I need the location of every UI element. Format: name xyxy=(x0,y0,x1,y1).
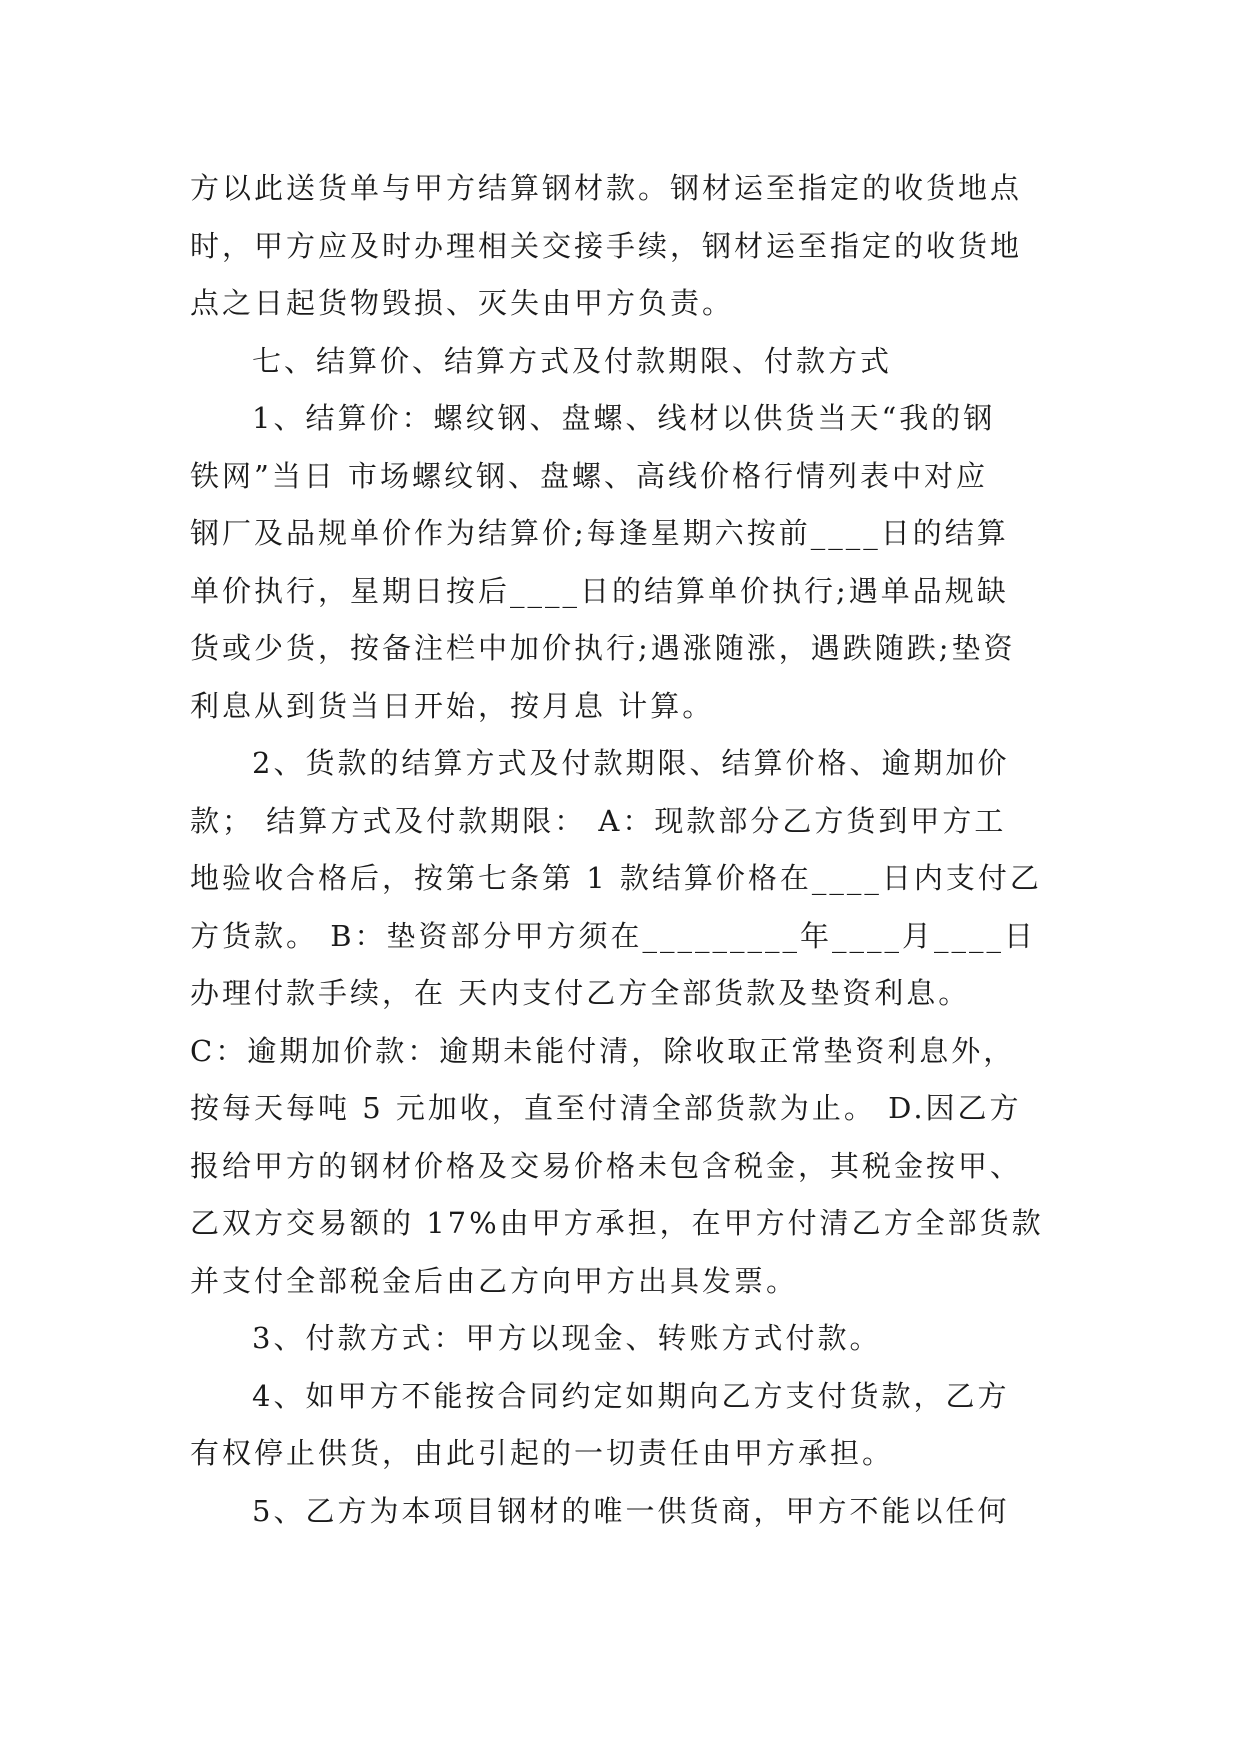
paragraph-start: 5、乙方为本项目钢材的唯一供货商，甲方不能以任何 xyxy=(252,1493,1010,1528)
text-line: 乙双方交易额的 17%由甲方承担，在甲方付清乙方全部货款 xyxy=(190,1206,1044,1240)
text-line: 单价执行，星期日按后____日的结算单价执行;遇单品规缺 xyxy=(190,573,1009,608)
section-heading: 七、结算价、结算方式及付款期限、付款方式 xyxy=(252,343,893,378)
text-line: 时，甲方应及时办理相关交接手续，钢材运至指定的收货地 xyxy=(190,228,1023,263)
text-line: 有权停止供货，由此引起的一切责任由甲方承担。 xyxy=(190,1436,895,1470)
text-line: 货或少货，按备注栏中加价执行;遇涨随涨，遇跌随跌;垫资 xyxy=(190,631,1016,665)
text-line: 地验收合格后，按第七条第 1 款结算价格在____日内支付乙 xyxy=(190,861,1042,895)
text-line: 方货款。 B：垫资部分甲方须在_________年____月____日 xyxy=(190,918,1037,953)
text-line: 办理付款手续，在 天内支付乙方全部货款及垫资利息。 xyxy=(190,976,971,1010)
text-line: C：逾期加价款：逾期未能付清，除收取正常垫资利息外， xyxy=(190,1033,1016,1068)
text-line: 并支付全部税金后由乙方向甲方出具发票。 xyxy=(190,1263,799,1298)
text-line: 按每天每吨 5 元加收，直至付清全部货款为止。 D.因乙方 xyxy=(190,1091,1022,1125)
text-line: 款； 结算方式及付款期限： A：现款部分乙方货到甲方工 xyxy=(190,803,1007,838)
paragraph-start: 2、货款的结算方式及付款期限、结算价格、逾期加价 xyxy=(252,746,1010,780)
paragraph-start: 1、结算价：螺纹钢、盘螺、线材以供货当天“我的钢 xyxy=(252,401,996,435)
text-line: 点之日起货物毁损、灭失由甲方负责。 xyxy=(190,286,735,320)
paragraph-start: 3、付款方式：甲方以现金、转账方式付款。 xyxy=(252,1321,882,1355)
document-body xyxy=(190,160,1050,1540)
text-line: 方以此送货单与甲方结算钢材款。钢材运至指定的收货地点 xyxy=(190,171,1023,205)
text-line: 报给甲方的钢材价格及交易价格未包含税金，其税金按甲、 xyxy=(190,1148,1023,1183)
text-line: 钢厂及品规单价作为结算价;每逢星期六按前____日的结算 xyxy=(190,516,1009,550)
text-line: 利息从到货当日开始，按月息 计算。 xyxy=(190,688,715,723)
paragraph-start: 4、如甲方不能按合同约定如期向乙方支付货款，乙方 xyxy=(252,1378,1010,1413)
text-line: 铁网”当日 市场螺纹钢、盘螺、高线价格行情列表中对应 xyxy=(190,458,989,493)
